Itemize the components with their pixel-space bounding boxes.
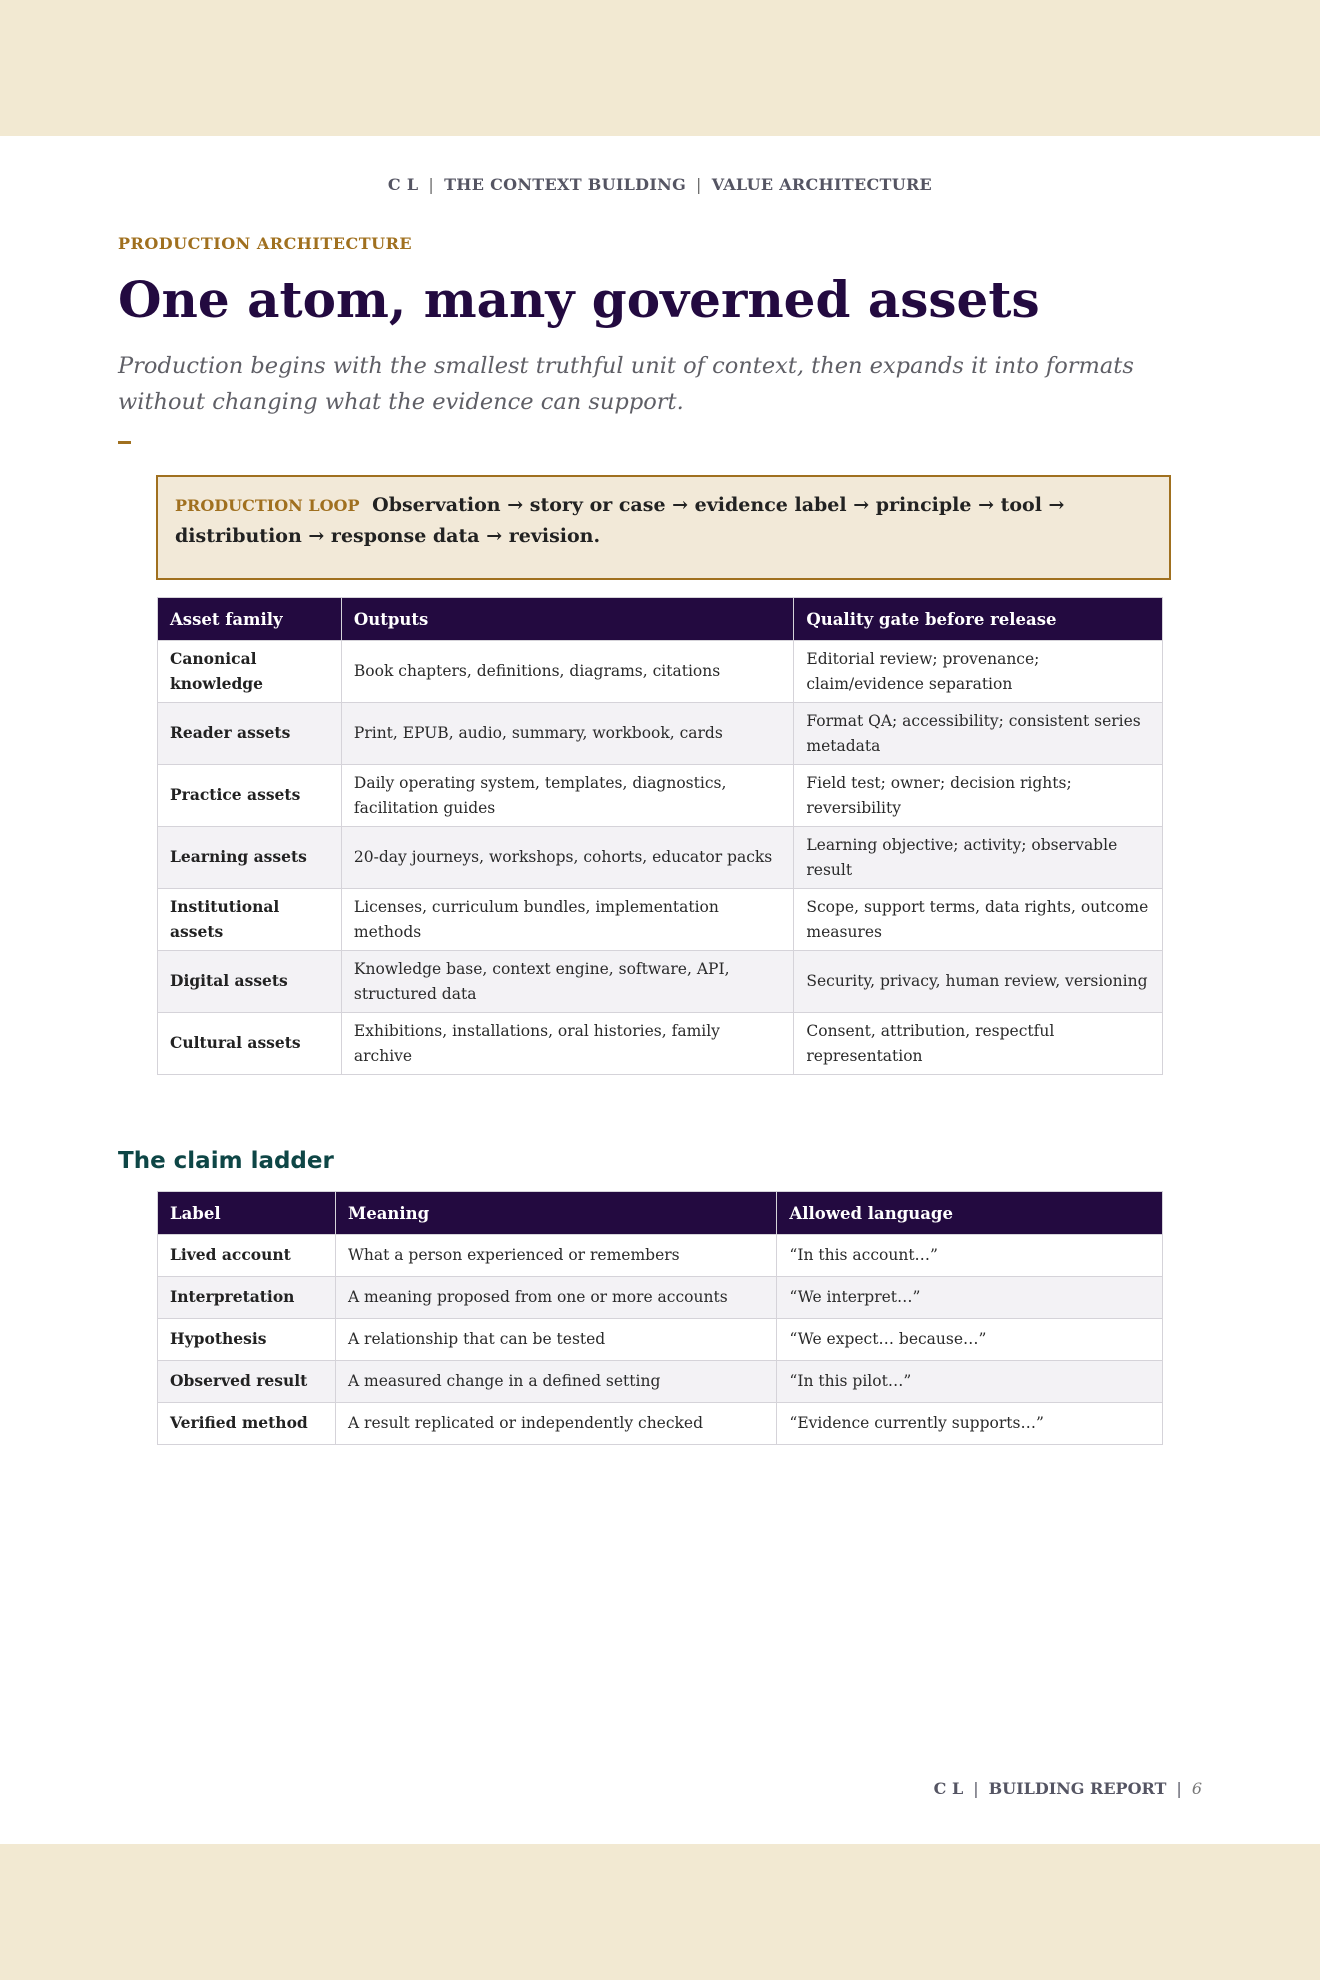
table-row	[158, 1277, 1163, 1319]
quality-gate-cell: Consent, attribution, respectful representation	[794, 1013, 1163, 1075]
table-row	[158, 1235, 1163, 1277]
running-header	[0, 175, 1320, 194]
column-header: Label	[158, 1192, 336, 1235]
column-header: Meaning	[335, 1192, 776, 1235]
column-header: Outputs	[341, 598, 793, 641]
running-footer	[934, 1779, 1202, 1798]
claim-ladder-table	[157, 1191, 1163, 1445]
outputs-cell: Knowledge base, context engine, software, API, structured data	[341, 951, 793, 1013]
quality-gate-cell: Learning objective; activity; observable result	[794, 827, 1163, 889]
callout-text: Observation → story or case → evidence label → principle → tool → distribution → response data → revision.	[175, 494, 1065, 547]
asset-family-cell: Learning assets	[158, 827, 342, 889]
outputs-cell: Book chapters, definitions, diagrams, citations	[341, 641, 793, 703]
meaning-cell: A measured change in a defined setting	[335, 1361, 776, 1403]
header-brand: C L	[387, 175, 419, 194]
header-chapter: VALUE ARCHITECTURE	[711, 175, 933, 194]
table-row	[158, 889, 1163, 951]
page-subtitle: Production begins with the smallest truthful unit of context, then expands it into formats without changing what the evidence can support.	[118, 353, 1134, 415]
quality-gate-cell: Field test; owner; decision rights; reversibility	[794, 765, 1163, 827]
table-row	[158, 827, 1163, 889]
allowed-language-cell: “In this pilot…”	[777, 1361, 1163, 1403]
asset-family-cell: Reader assets	[158, 703, 342, 765]
table-row	[158, 951, 1163, 1013]
header-separator: |	[428, 175, 435, 194]
table-row	[158, 765, 1163, 827]
quality-gate-cell: Editorial review; provenance; claim/evidence separation	[794, 641, 1163, 703]
claim-label-cell: Observed result	[158, 1361, 336, 1403]
allowed-language-cell: “We expect… because…”	[777, 1319, 1163, 1361]
claim-label-cell: Hypothesis	[158, 1319, 336, 1361]
top-band	[0, 0, 1320, 136]
table-header-row	[158, 1192, 1163, 1235]
meaning-cell: A result replicated or independently checked	[335, 1403, 776, 1445]
claim-label-cell: Lived account	[158, 1235, 336, 1277]
outputs-cell: Licenses, curriculum bundles, implementation methods	[341, 889, 793, 951]
table-row	[158, 1319, 1163, 1361]
claim-label-cell: Verified method	[158, 1403, 336, 1445]
outputs-cell: Daily operating system, templates, diagnostics, facilitation guides	[341, 765, 793, 827]
allowed-language-cell: “Evidence currently supports…”	[777, 1403, 1163, 1445]
footer-report: BUILDING REPORT	[988, 1779, 1167, 1798]
bottom-band	[0, 1844, 1320, 1980]
quality-gate-cell: Scope, support terms, data rights, outcome measures	[794, 889, 1163, 951]
claim-ladder-heading: The claim ladder	[118, 1148, 334, 1174]
outputs-cell: Exhibitions, installations, oral histories, family archive	[341, 1013, 793, 1075]
quality-gate-cell: Format QA; accessibility; consistent series metadata	[794, 703, 1163, 765]
footer-separator: |	[973, 1779, 979, 1798]
table-row	[158, 641, 1163, 703]
table-row	[158, 703, 1163, 765]
meaning-cell: A relationship that can be tested	[335, 1319, 776, 1361]
allowed-language-cell: “In this account…”	[777, 1235, 1163, 1277]
outputs-cell: Print, EPUB, audio, summary, workbook, cards	[341, 703, 793, 765]
asset-family-cell: Institutional assets	[158, 889, 342, 951]
footer-brand: C L	[933, 1779, 964, 1798]
column-header: Quality gate before release	[794, 598, 1163, 641]
section-kicker: PRODUCTION ARCHITECTURE	[118, 234, 413, 253]
quality-gate-cell: Security, privacy, human review, versioning	[794, 951, 1163, 1013]
production-loop-callout	[156, 475, 1171, 580]
footer-separator: |	[1176, 1779, 1182, 1798]
allowed-language-cell: “We interpret…”	[777, 1277, 1163, 1319]
column-header: Asset family	[158, 598, 342, 641]
callout-body	[175, 490, 1153, 551]
asset-family-cell: Canonical knowledge	[158, 641, 342, 703]
header-section: THE CONTEXT BUILDING	[444, 175, 687, 194]
table-header-row	[158, 598, 1163, 641]
asset-family-cell: Cultural assets	[158, 1013, 342, 1075]
page-title: One atom, many governed assets	[118, 270, 1040, 329]
asset-family-cell: Digital assets	[158, 951, 342, 1013]
asset-families-table	[157, 597, 1163, 1075]
accent-rule	[118, 441, 131, 444]
column-header: Allowed language	[777, 1192, 1163, 1235]
header-separator: |	[696, 175, 702, 194]
meaning-cell: What a person experienced or remembers	[335, 1235, 776, 1277]
outputs-cell: 20-day journeys, workshops, cohorts, educator packs	[341, 827, 793, 889]
table-row	[158, 1403, 1163, 1445]
table-row	[158, 1013, 1163, 1075]
page-number: 6	[1191, 1779, 1202, 1798]
meaning-cell: A meaning proposed from one or more accounts	[335, 1277, 776, 1319]
claim-label-cell: Interpretation	[158, 1277, 336, 1319]
callout-label: PRODUCTION LOOP	[175, 496, 360, 515]
table-row	[158, 1361, 1163, 1403]
asset-family-cell: Practice assets	[158, 765, 342, 827]
